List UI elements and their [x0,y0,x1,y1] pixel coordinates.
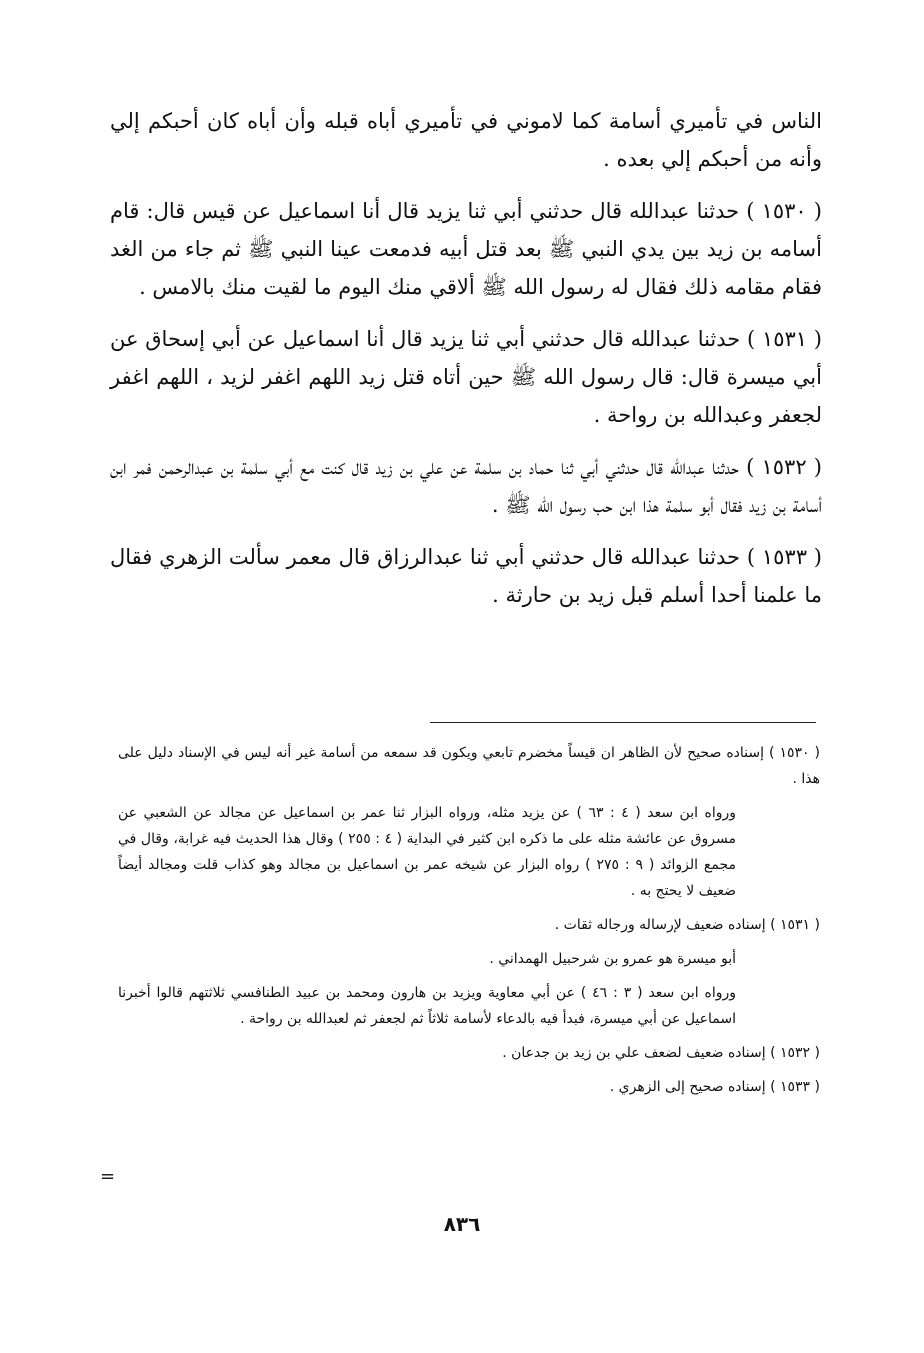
footnote-1532: ( ١٥٣٢ ) إسناده ضعيف لضعف علي بن زيد بن جدعان . [502,1045,820,1061]
main-text [110,102,822,628]
hadith-1532: ( ١٥٣٢ ) حدثنا عبدالله قال حدثني أبي ثنا حماد بن سلمة عن علي بن زيد قال كنت مع أبي سلمة بن عبدالرحمن فمر ابن أسامة بن زيد فقال أبو سلمة هذا ابن حب رسول الله ﷺ . [110,455,822,517]
footnote-1530-detail: ورواه ابن سعد ( ٤ : ٦٣ ) عن يزيد مثله، ورواه البزار ثنا عمر بن اسماعيل عن مجالد عن الشعبي عن مسروق عن عائشة مثله على ما ذكره ابن كثير في البداية ( ٤ : ٢٥٥ ) وقال هذا الحديث فيه غرابة، وقال في مجمع الزوائد ( ٩ : ٢٧٥ ) رواه البزار عن شيخه عمر بن اسماعيل بن مجالد وهو كذاب قلت ومجالد أيضاً ضعيف لا يحتج به . [118,805,737,899]
hadith-1530: ( ١٥٣٠ ) حدثنا عبدالله قال حدثني أبي ثنا يزيد قال أنا اسماعيل عن قيس قال: قام أسامه بن زيد بين يدي النبي ﷺ بعد قتل أبيه فدمعت عينا النبي ﷺ ثم جاء من الغد فقام مقامه ذلك فقال له رسول الله ﷺ ألاقي منك اليوم ما لقيت منك بالامس . [110,199,822,299]
footnote-separator [430,722,816,723]
footnote-1530: ( ١٥٣٠ ) إسناده صحيح لأن الظاهر ان قيساً مخضرم تابعي ويكون قد سمعه من أسامة غير أنه ليس في الإسناد دليل على هذا . [118,745,820,787]
hadith-1531: ( ١٥٣١ ) حدثنا عبدالله قال حدثني أبي ثنا يزيد قال أنا اسماعيل عن أبي إسحاق عن أبي ميسرة قال: قال رسول الله ﷺ حين أتاه قتل زيد اللهم اغفر لزيد ، اللهم اغفر لجعفر وعبدالله بن رواحة . [110,327,823,427]
footnote-1531-narrator: أبو ميسرة هو عمرو بن شرحبيل الهمداني . [489,951,736,967]
footnotes [118,740,820,1108]
page-number: ٨٣٦ [443,1212,481,1236]
footnote-1533: ( ١٥٣٣ ) إسناده صحيح إلى الزهري . [609,1079,820,1095]
hadith-1533: ( ١٥٣٣ ) حدثنا عبدالله قال حدثني أبي ثنا عبدالرزاق قال معمر سألت الزهري فقال ما علمنا أحدا أسلم قبل زيد بن حارثة . [110,545,822,607]
text-continuation: الناس في تأميري أسامة كما لاموني في تأميري أباه قبله وأن أباه كان أحبكم إلي وأنه من أحبكم إلي بعده . [110,109,822,171]
continuation-marker: = [100,1166,116,1187]
footnote-1531: ( ١٥٣١ ) إسناده ضعيف لإرساله ورجاله ثقات . [554,917,820,933]
footnote-1531-detail: ورواه ابن سعد ( ٣ : ٤٦ ) عن أبي معاوية ويزيد بن هارون ومحمد بن عبيد الطنافسي ثلاثتهم قالوا أخبرنا اسماعيل عن أبي ميسرة، فبدأ فيه بالدعاء لأسامة ثلاثاً ثم لجعفر ثم لعبدالله بن رواحة . [118,985,736,1027]
